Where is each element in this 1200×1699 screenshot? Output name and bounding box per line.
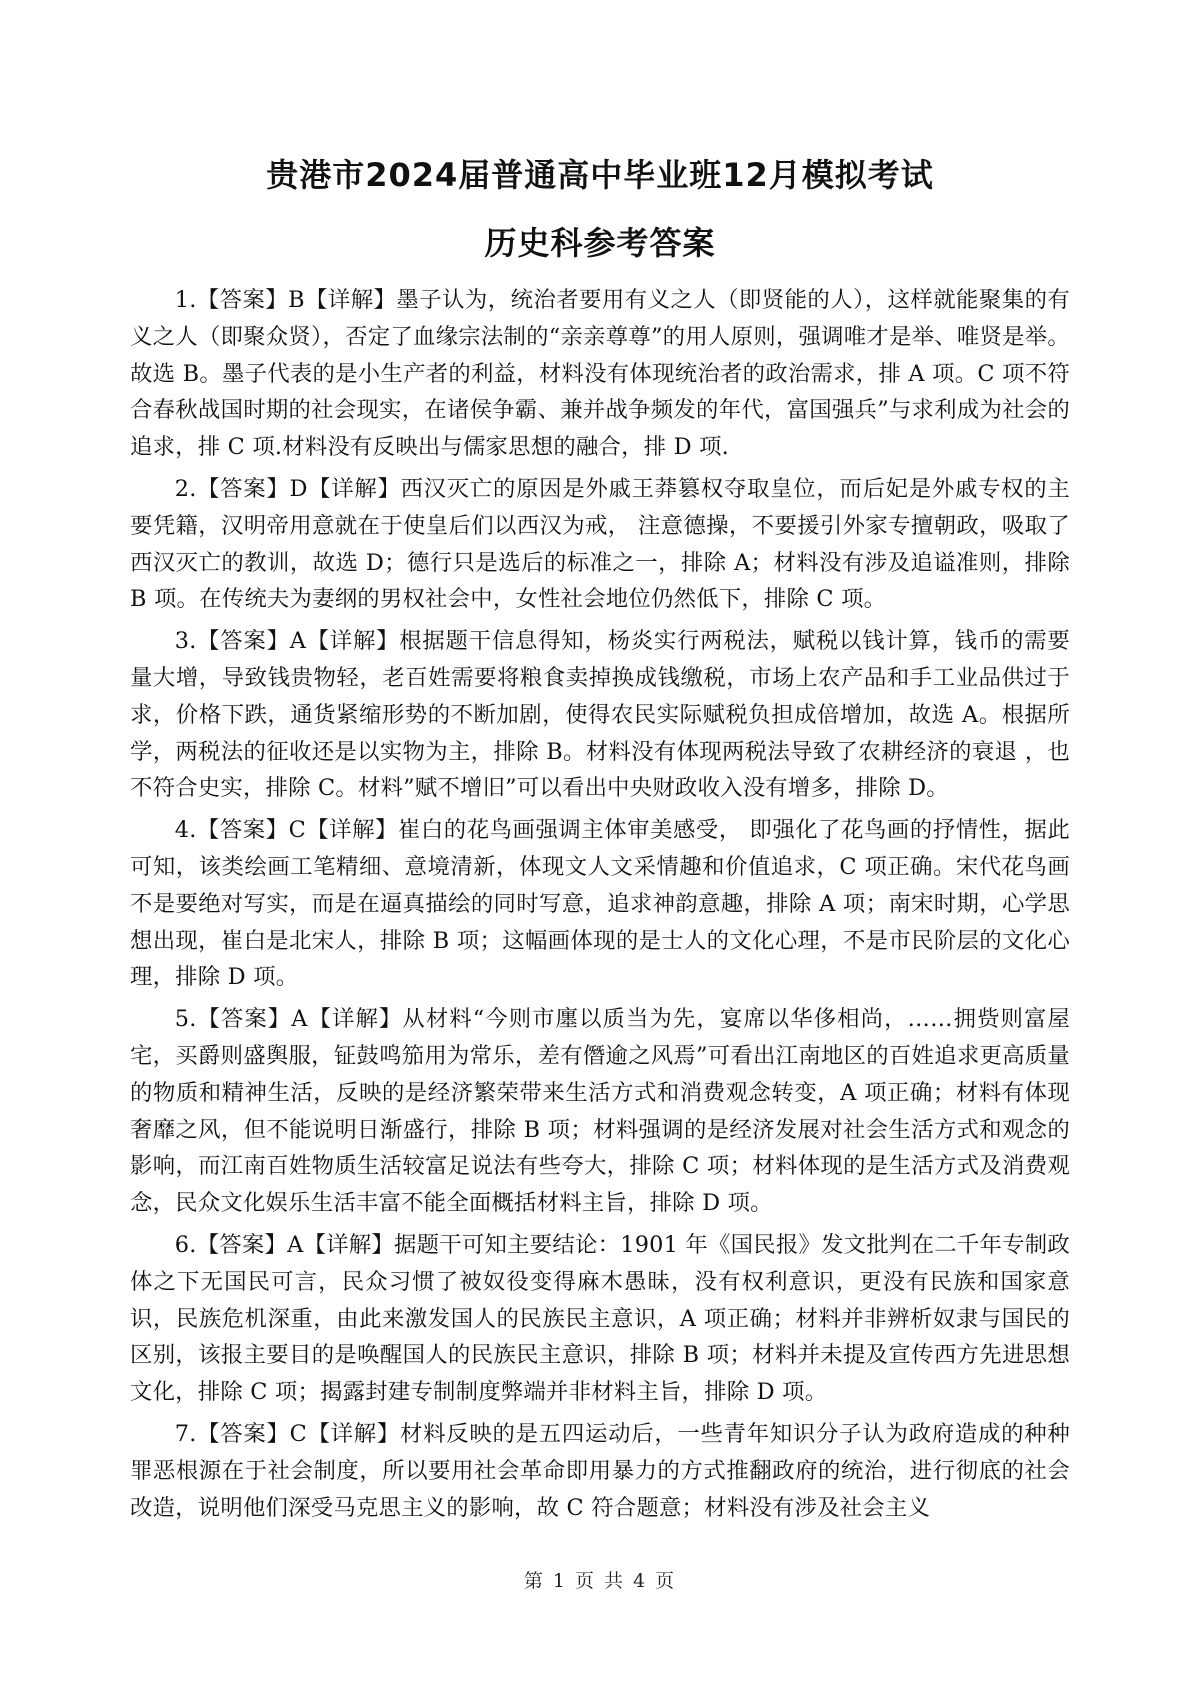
- question-number: 5.: [174, 1006, 197, 1033]
- answer-choice: B: [288, 287, 305, 313]
- answer-item-6: [130, 1227, 1070, 1411]
- explain-tag: 【详解】: [307, 1006, 403, 1033]
- explain-tag: 【详解】: [304, 287, 397, 313]
- exam-subtitle: 历史科参考答案: [484, 224, 716, 262]
- answer-item-5: [130, 1001, 1070, 1222]
- answer-choice: A: [287, 1231, 304, 1258]
- answer-tag: 【答案】: [196, 817, 289, 844]
- question-number: 3.: [174, 628, 197, 655]
- explain-tag: 【详解】: [307, 475, 401, 502]
- exam-title: 贵港市2024届普通高中毕业班12月模拟考试: [266, 156, 934, 194]
- explain-tag: 【详解】: [305, 817, 398, 844]
- answer-choice: A: [291, 1006, 308, 1033]
- explain-tag: 【详解】: [306, 628, 400, 655]
- question-number: 7.: [174, 1420, 197, 1447]
- explanation-text: 崔白的花鸟画强调主体审美感受， 即强化了花鸟画的抒情性，据此可知，该类绘画工笔精细、意境清新，体现文人文采情趣和价值追求，C 项正确。宋代花鸟画不是要绝对写实，而是在逼真描绘的同时写意，追求神韵意趣，排除 A 项；南宋时期，心学思想出现，崔白是北宋人，排除 B 项；这幅画体现的是士人的文化心理，不是市民阶层的文化心理，排除 D 项。: [130, 817, 1070, 991]
- explanation-text: 材料反映的是五四运动后，一些青年知识分子认为政府造成的种种罪恶根源在于社会制度，所以要用社会革命即用暴力的方式推翻政府的统治，进行彻底的社会改造，说明他们深受马克思主义的影响，故 C 符合题意；材料没有涉及社会主义: [130, 1420, 1070, 1521]
- answer-tag: 【答案】: [196, 1231, 288, 1258]
- answer-tag: 【答案】: [196, 287, 289, 313]
- explanation-text: 据题干可知主要结论：1901 年《国民报》发文批判在二千年专制政体之下无国民可言，民众习惯了被奴役变得麻木愚昧，没有权利意识，更没有民族和国家意识，民族危机深重，由此来激发国人的民族民主意识，A 项正确；材料并非辨析奴隶与国民的区别，该报主要目的是唤醒国人的民族民主意识，排除 B 项；材料并未提及宣传西方先进思想文化，排除 C 项；揭露封建专制制度弊端并非材料主旨，排除 D 项。: [130, 1231, 1071, 1406]
- answer-item-7: [130, 1416, 1070, 1526]
- answer-choice: D: [289, 475, 308, 502]
- answer-choice: C: [289, 1420, 307, 1447]
- answer-tag: 【答案】: [196, 475, 290, 502]
- explanation-text: 西汉灭亡的原因是外戚王莽篡权夺取皇位，而后妃是外戚专权的主要凭籍，汉明帝用意就在于使皇后们以西汉为戒， 注意德操，不要援引外家专擅朝政，吸取了西汉灭亡的教训，故选 D；德行只是选后的标准之一，排除 A；材料没有涉及追谥准则，排除 B 项。在传统夫为妻纲的男权社会中，女性社会地位仍然低下，排除 C 项。: [130, 475, 1070, 613]
- explain-tag: 【详解】: [303, 1231, 395, 1258]
- question-number: 6.: [174, 1231, 197, 1258]
- question-number: 2.: [174, 475, 197, 502]
- answer-item-3: [130, 623, 1070, 807]
- question-number: 4.: [174, 817, 197, 844]
- explanation-text: 从材料“今则市廛以质当为先，宴席以华侈相尚，……拥赀则富屋宅，买爵则盛舆服，钲鼓鸣笳用为常乐，差有僭逾之风焉”可看出江南地区的百姓追求更高质量的物质和精神生活，反映的是经济繁荣带来生活方式和消费观念转变，A 项正确；材料有体现奢靡之风，但不能说明日渐盛行，排除 B 项；材料强调的是经济发展对社会生活方式和观念的影响，而江南百姓物质生活较富足说法有些夸大，排除 C 项；材料体现的是生活方式及消费观念，民众文化娱乐生活丰富不能全面概括材料主旨，排除 D 项。: [130, 1006, 1071, 1217]
- answer-choice: A: [289, 628, 307, 655]
- answer-tag: 【答案】: [196, 628, 290, 655]
- page-number-footer: 第 1 页 共 4 页: [523, 1570, 677, 1592]
- explanation-text: 根据题干信息得知，杨炎实行两税法，赋税以钱计算，钱币的需要量大增，导致钱贵物轻，老百姓需要将粮食卖掉换成钱缴税，市场上农产品和手工业品供过于求，价格下跌，通货紧缩形势的不断加剧，使得农民实际赋税负担成倍增加，故选 A。根据所学，两税法的征收还是以实物为主，排除 B。材料没有体现两税法导致了农耕经济的衰退 ，也不符合史实，排除 C。材料”赋不增旧”可以看出中央财政收入没有增多，排除 D。: [130, 628, 1070, 802]
- explain-tag: 【详解】: [306, 1420, 400, 1447]
- answer-item-4: [130, 812, 1070, 996]
- question-number: 1.: [174, 287, 197, 313]
- answer-list: [130, 282, 1070, 1531]
- answer-tag: 【答案】: [196, 1420, 290, 1447]
- answer-item-2: [130, 471, 1070, 618]
- explanation-text: 墨子认为，统治者要用有义之人（即贤能的人），这样就能聚集的有义之人（即聚众贤），否定了血缘宗法制的“亲亲尊尊”的用人原则，强调唯才是举、唯贤是举。故选 B。墨子代表的是小生产者的利益，材料没有体现统治者的政治需求，排 A 项。C 项不符合春秋战国时期的社会现实，在诸侯争霸、兼并战争频发的年代，富国强兵”与求利成为社会的追求，排 C 项.材料没有反映出与儒家思想的融合，排 D 项.: [130, 287, 1070, 461]
- answer-choice: C: [288, 817, 306, 844]
- answer-item-1: [130, 282, 1070, 466]
- answer-tag: 【答案】: [196, 1006, 292, 1033]
